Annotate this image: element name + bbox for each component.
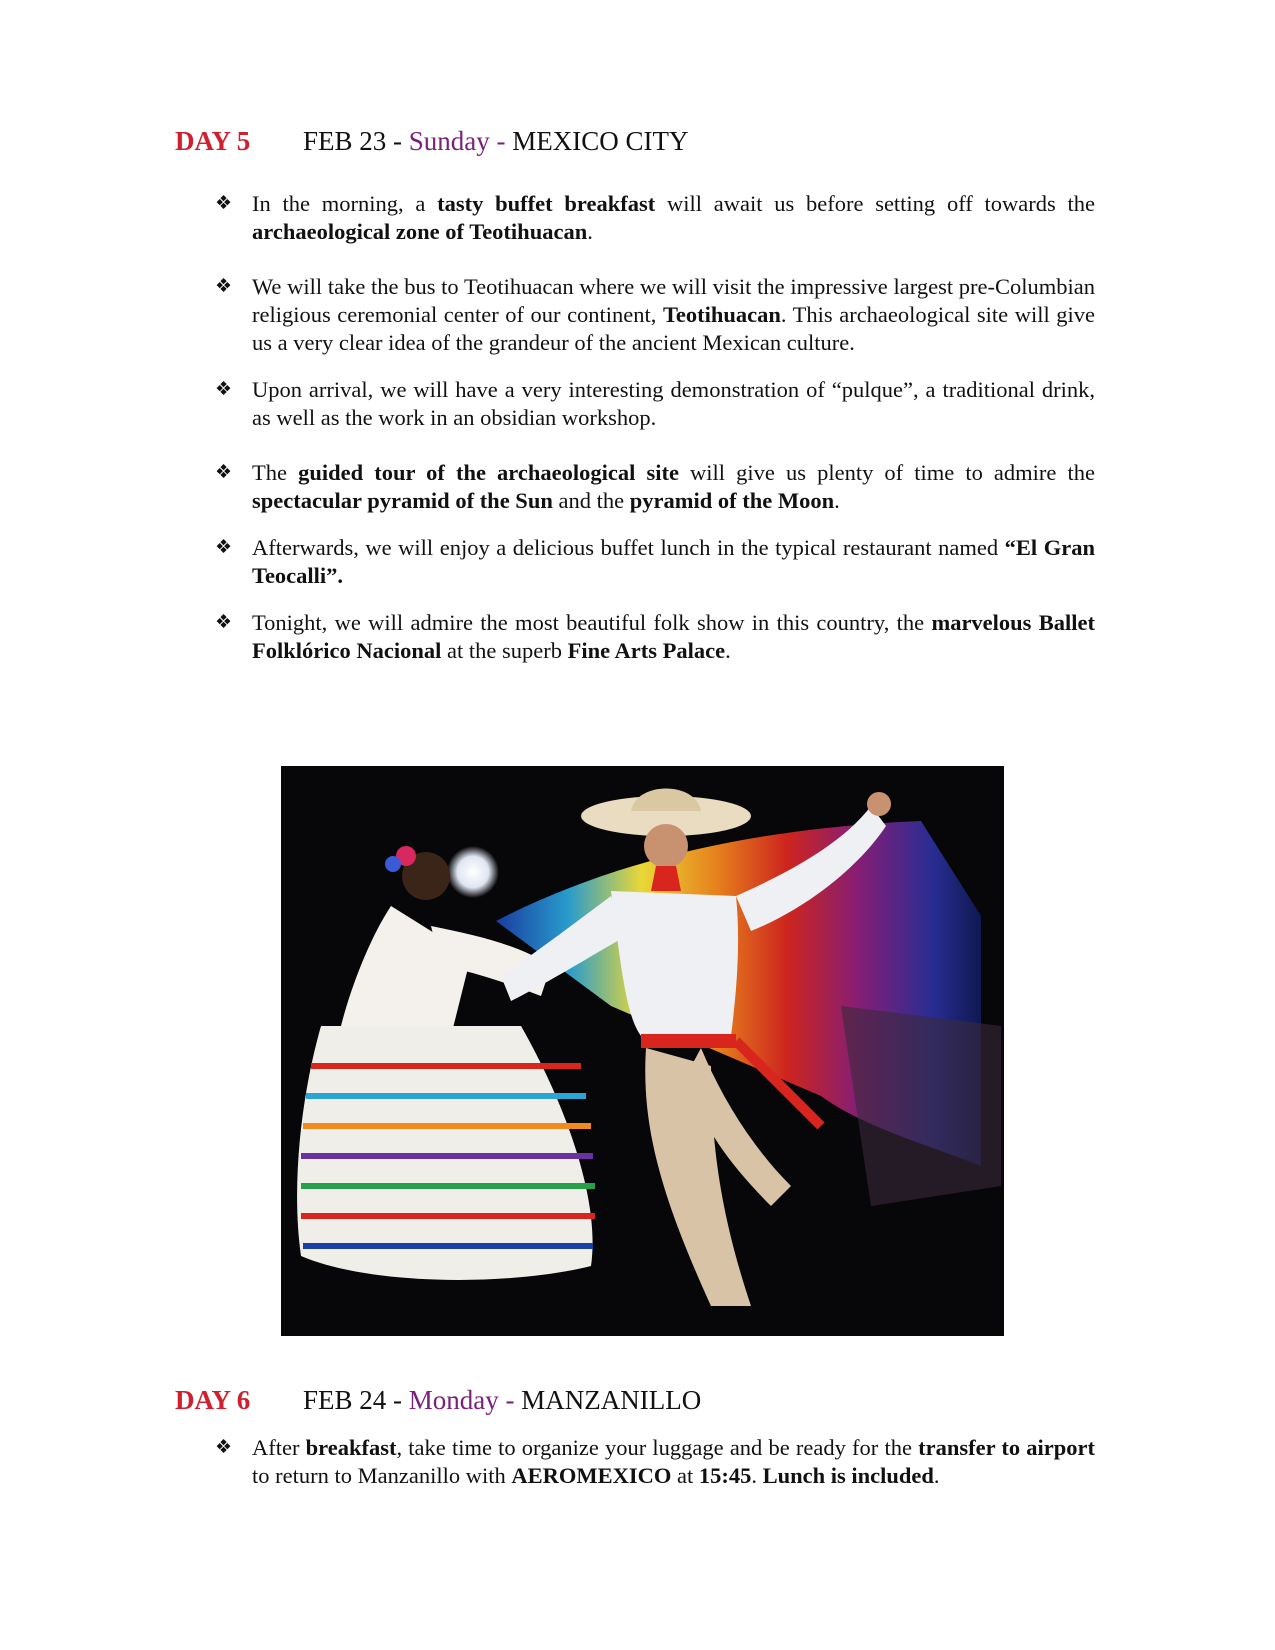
text-run: . This archaeological site will give us a very clear idea of the grandeur of the ancient Mexican culture. xyxy=(252,302,1095,355)
text-run: will await us before setting off towards the xyxy=(655,191,1096,216)
bold-text-run: 15:45 xyxy=(698,1463,752,1488)
text-run: and the xyxy=(552,488,630,513)
bullet-text xyxy=(252,274,1095,355)
text-run: The xyxy=(252,460,299,485)
text-run: After xyxy=(252,1435,306,1460)
diamond-bullet-icon: ❖ xyxy=(215,379,233,400)
bold-text-run: archaeological zone of Teotihuacan xyxy=(252,219,588,244)
day5-label: DAY 5 xyxy=(175,126,251,156)
bold-text-run: marvelous Ballet Folklórico Nacional xyxy=(252,610,1095,663)
day5-itinerary-list xyxy=(215,190,1095,665)
text-run: Afterwards, we will enjoy a delicious buffet lunch in the typical restaurant named xyxy=(252,535,1005,560)
day6-location: MANZANILLO xyxy=(521,1385,702,1415)
bold-text-run: tasty buffet breakfast xyxy=(437,191,656,216)
text-run: . xyxy=(725,638,731,663)
bold-text-run: “El Gran Teocalli”. xyxy=(252,535,1095,588)
folk-dancers-illustration xyxy=(281,766,1004,1336)
day5-separator: - xyxy=(489,126,513,156)
list-item xyxy=(215,190,1095,246)
text-run: . xyxy=(933,1463,940,1488)
day6-heading xyxy=(175,1384,701,1416)
bullet-text xyxy=(252,377,1095,430)
day6-itinerary-list xyxy=(215,1434,1095,1490)
bold-text-run: Teotihuacan xyxy=(662,302,781,327)
diamond-bullet-icon: ❖ xyxy=(215,276,233,297)
day5-date: FEB 23 - xyxy=(303,126,409,156)
bold-text-run: pyramid of the Moon xyxy=(629,488,835,513)
bold-text-run: guided tour of the archaeological site xyxy=(298,460,679,485)
bullet-text xyxy=(252,535,1095,588)
text-run: . xyxy=(834,488,840,513)
bullet-text xyxy=(252,1435,1095,1488)
diamond-bullet-icon: ❖ xyxy=(215,193,233,214)
text-run: , take time to organize your luggage and be ready for the xyxy=(396,1435,919,1460)
list-item xyxy=(215,459,1095,515)
list-item xyxy=(215,376,1095,432)
text-run: to return to Manzanillo with xyxy=(252,1463,512,1488)
man-head xyxy=(644,824,688,868)
text-run: . xyxy=(751,1463,763,1488)
text-run: In the morning, a xyxy=(252,191,438,216)
bold-text-run: AEROMEXICO xyxy=(511,1463,672,1488)
bullet-text xyxy=(252,460,1095,513)
bold-text-run: Fine Arts Palace xyxy=(567,638,726,663)
bandana xyxy=(651,866,681,891)
list-item xyxy=(215,1434,1095,1490)
day6-date: FEB 24 - xyxy=(303,1385,409,1415)
bullet-text xyxy=(252,191,1095,244)
stage-light xyxy=(447,846,499,898)
diamond-bullet-icon: ❖ xyxy=(215,1437,233,1458)
text-run: We will take the bus to Teotihuacan where we will visit the impressive largest pre-Columbian religious ceremonial center of our continent, xyxy=(252,274,1095,327)
text-run: at xyxy=(671,1463,699,1488)
diamond-bullet-icon: ❖ xyxy=(215,462,233,483)
list-item xyxy=(215,534,1095,590)
text-run: at the superb xyxy=(441,638,568,663)
day5-location: MEXICO CITY xyxy=(512,126,689,156)
bold-text-run: Lunch is included xyxy=(762,1463,934,1488)
day5-heading xyxy=(175,125,689,157)
text-run: will give us plenty of time to admire the xyxy=(678,460,1095,485)
day6-separator: - xyxy=(498,1385,522,1415)
list-item xyxy=(215,273,1095,357)
bold-text-run: spectacular pyramid of the Sun xyxy=(252,488,553,513)
red-sash xyxy=(641,1034,736,1048)
day6-label: DAY 6 xyxy=(175,1385,251,1415)
diamond-bullet-icon: ❖ xyxy=(215,537,233,558)
day6-weekday: Monday xyxy=(408,1385,499,1415)
list-item xyxy=(215,609,1095,665)
text-run: . xyxy=(587,219,593,244)
text-run: Upon arrival, we will have a very interesting demonstration of “pulque”, a traditional drink, as well as the work in an obsidian workshop. xyxy=(252,377,1095,430)
bullet-text xyxy=(252,610,1095,663)
diamond-bullet-icon: ❖ xyxy=(215,612,233,633)
text-run: Tonight, we will admire the most beautiful folk show in this country, the xyxy=(252,610,932,635)
bold-text-run: transfer to airport xyxy=(918,1435,1095,1460)
bold-text-run: breakfast xyxy=(305,1435,397,1460)
folk-dancers-photo xyxy=(281,766,1004,1336)
day5-weekday: Sunday xyxy=(408,126,490,156)
